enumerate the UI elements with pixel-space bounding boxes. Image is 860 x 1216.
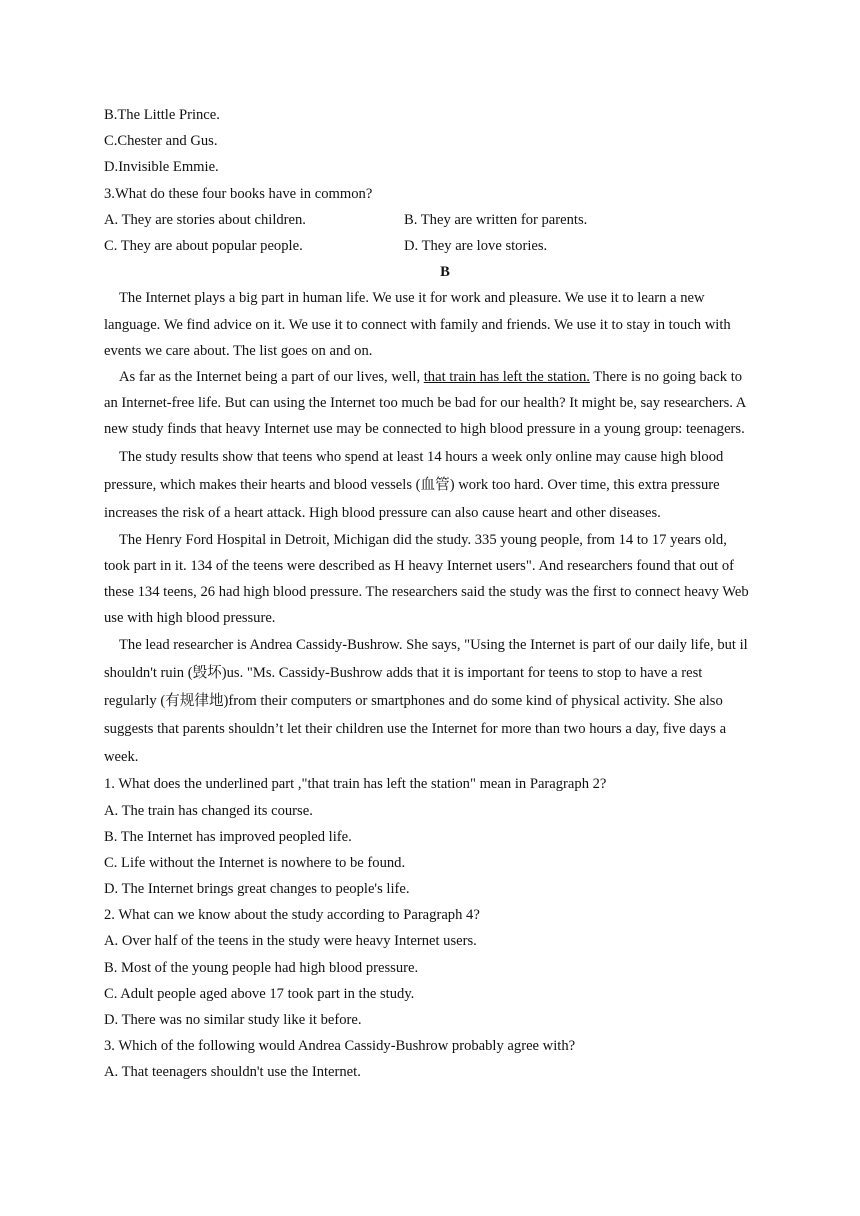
paragraph-2-rest: There is no going back to an Internet-free life. But can using the Internet too much be bad for our health? It might be, say researchers. A new study finds that heavy Internet use may be connected to high blood pressure in a young group: teenagers. xyxy=(104,368,746,438)
question-b3-option-a: A. That teenagers shouldn't use the Internet. xyxy=(104,1064,361,1081)
prev-option-b: B.The Little Prince. xyxy=(104,107,220,123)
question-b3: 3. Which of the following would Andrea Cassidy-Bushrow probably agree with? xyxy=(104,1038,576,1055)
question-a3-option-b: B. They are written for parents. xyxy=(404,211,588,228)
question-b2-option-a: A. Over half of the teens in the study were heavy Internet users. xyxy=(104,933,477,950)
question-b1-option-b: B. The Internet has improved peopled life. xyxy=(104,828,352,845)
question-a3-options-row1 xyxy=(104,207,756,233)
passage-paragraph-4: The Henry Ford Hospital in Detroit, Michigan did the study. 335 young people, from 14 to 17 years old, took part in it. 134 of the teens were described as H heavy Internet users". And researchers found that out of these 134 teens, 26 had high blood pressure. The researchers said the study was the first to connect heavy Web use with high blood pressure. xyxy=(104,531,749,627)
question-b2: 2. What can we know about the study according to Paragraph 4? xyxy=(104,907,480,924)
underlined-phrase: that train has left the station. xyxy=(423,368,590,385)
paragraph-2-lead: As far as the Internet being a part of our lives, well, xyxy=(119,368,424,385)
prev-option-c: C.Chester and Gus. xyxy=(104,133,218,150)
prev-option-d: D.Invisible Emmie. xyxy=(104,159,219,176)
question-b1-option-a: A. The train has changed its course. xyxy=(104,802,313,819)
passage-paragraph-2 xyxy=(104,364,756,443)
section-b-heading: B xyxy=(440,264,450,281)
passage-paragraph-5: The lead researcher is Andrea Cassidy-Bushrow. She says, "Using the Internet is part of our daily life, but il shouldn't ruin (毁坏)us. "Ms. Cassidy-Bushrow adds that it is important for teens to stop to have a rest regularly (有规律地)from their computers or smartphones and do some kind of physical activity. She also suggests that parents shouldn’t let their children use the Internet for more than two hours a day, five days a week. xyxy=(104,637,748,766)
question-b1: 1. What does the underlined part ,"that train has left the station" mean in Paragraph 2? xyxy=(104,776,607,793)
document-page xyxy=(104,102,756,1086)
question-a3: 3.What do these four books have in common? xyxy=(104,185,373,202)
question-b2-option-c: C. Adult people aged above 17 took part in the study. xyxy=(104,985,415,1002)
question-a3-option-a: A. They are stories about children. xyxy=(104,211,306,228)
question-b2-option-d: D. There was no similar study like it before. xyxy=(104,1012,362,1029)
question-b2-option-b: B. Most of the young people had high blood pressure. xyxy=(104,959,419,976)
question-b1-option-c: C. Life without the Internet is nowhere to be found. xyxy=(104,854,406,871)
question-a3-options-row2 xyxy=(104,233,756,259)
passage-paragraph-1: The Internet plays a big part in human life. We use it for work and pleasure. We use it to learn a new language. We find advice on it. We use it to connect with family and friends. We use it to stay in touch with events we care about. The list goes on and on. xyxy=(104,290,731,359)
question-a3-option-c: C. They are about popular people. xyxy=(104,237,303,254)
question-a3-option-d: D. They are love stories. xyxy=(404,237,548,254)
question-b1-option-d: D. The Internet brings great changes to people's life. xyxy=(104,881,410,898)
passage-paragraph-3: The study results show that teens who spend at least 14 hours a week only online may cause high blood pressure, which makes their hearts and blood vessels (血管) work too hard. Over time, this extra pressure increases the risk of a heart attack. High blood pressure can also cause heart and other diseases. xyxy=(104,448,724,521)
